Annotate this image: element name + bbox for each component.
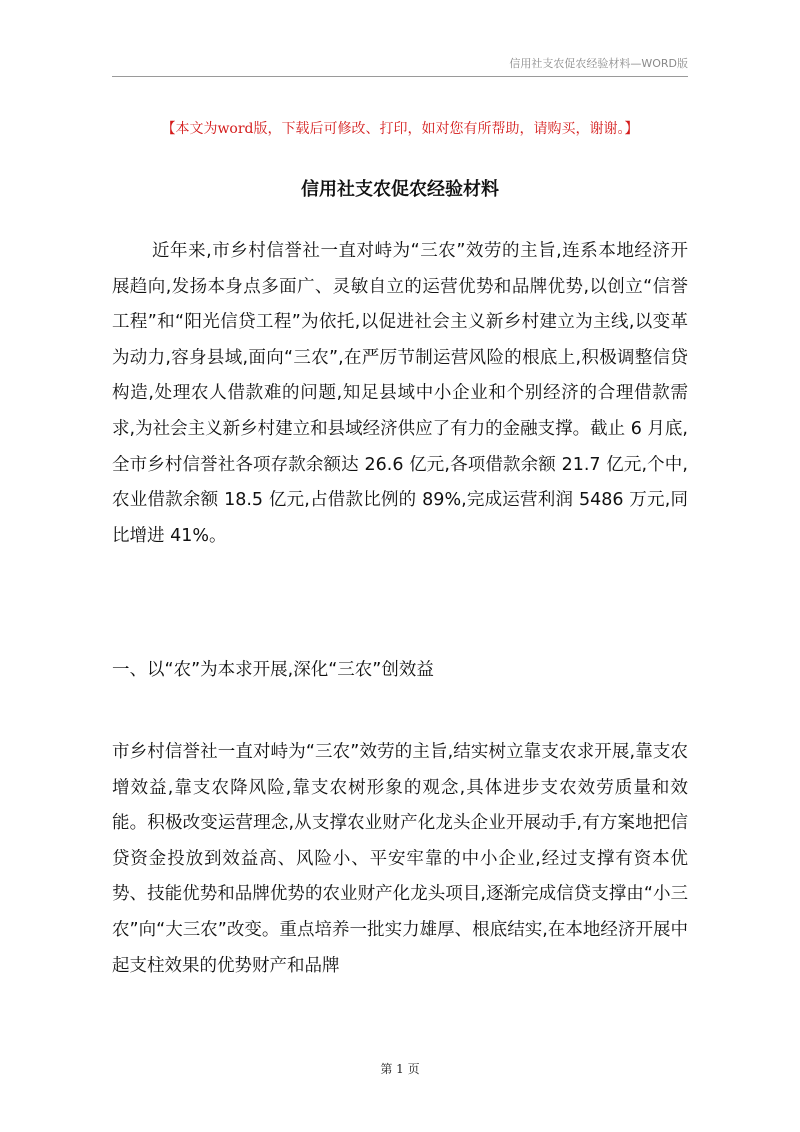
header-divider [112,76,688,77]
running-header: 信用社支农促农经验材料—WORD版 [509,57,688,70]
section-paragraph: 市乡村信誉社一直对峙为“三农”效劳的主旨,结实树立靠支农求开展,靠支农增效益,靠支农降风险,靠支农树形象的观念,具体进步支农效劳质量和效能。积极改变运营理念,从支撑农业财产化龙头企业开展动手,有方案地把信贷资金投放到效益高、风险小、平安牢靠的中小企业,经过支撑有资本优势、技能优势和品牌优势的农业财产化龙头项目,逐渐完成信贷支撑由“小三农”向“大三农”改变。重点培养一批实力雄厚、根底结实,在本地经济开展中起支柱效果的优势财产和品牌 [112,742,688,976]
download-notice: 【本文为word版，下载后可修改、打印，如对您有所帮助，请购买，谢谢。】 [161,121,639,137]
section-heading: 一、以“农”为本求开展,深化“三农”创效益 [112,660,434,680]
document-title: 信用社支农促农经验材料 [301,179,499,200]
page-number: 第 1 页 [380,1062,420,1076]
intro-paragraph: 近年来,市乡村信誉社一直对峙为“三农”效劳的主旨,连系本地经济开展趋向,发扬本身点多面广、灵敏自立的运营优势和品牌优势,以创立“信誉工程”和“阳光信贷工程”为依托,以促进社会主义新乡村建立为主线,以变革为动力,容身县域,面向“三农”,在严厉节制运营风险的根底上,积极调整信贷构造,处理农人借款难的问题,知足县域中小企业和个别经济的合理借款需求,为社会主义新乡村建立和县域经济供应了有力的金融支撑。截止 6 月底,全市乡村信誉社各项存款余额达 26.6 亿元,各项借款余额 21.7 亿元,个中,农业借款余额 18.5 亿元,占借款比例的 89%,完成运营利润 5486 万元,同比增进 41%。 [112,241,688,546]
